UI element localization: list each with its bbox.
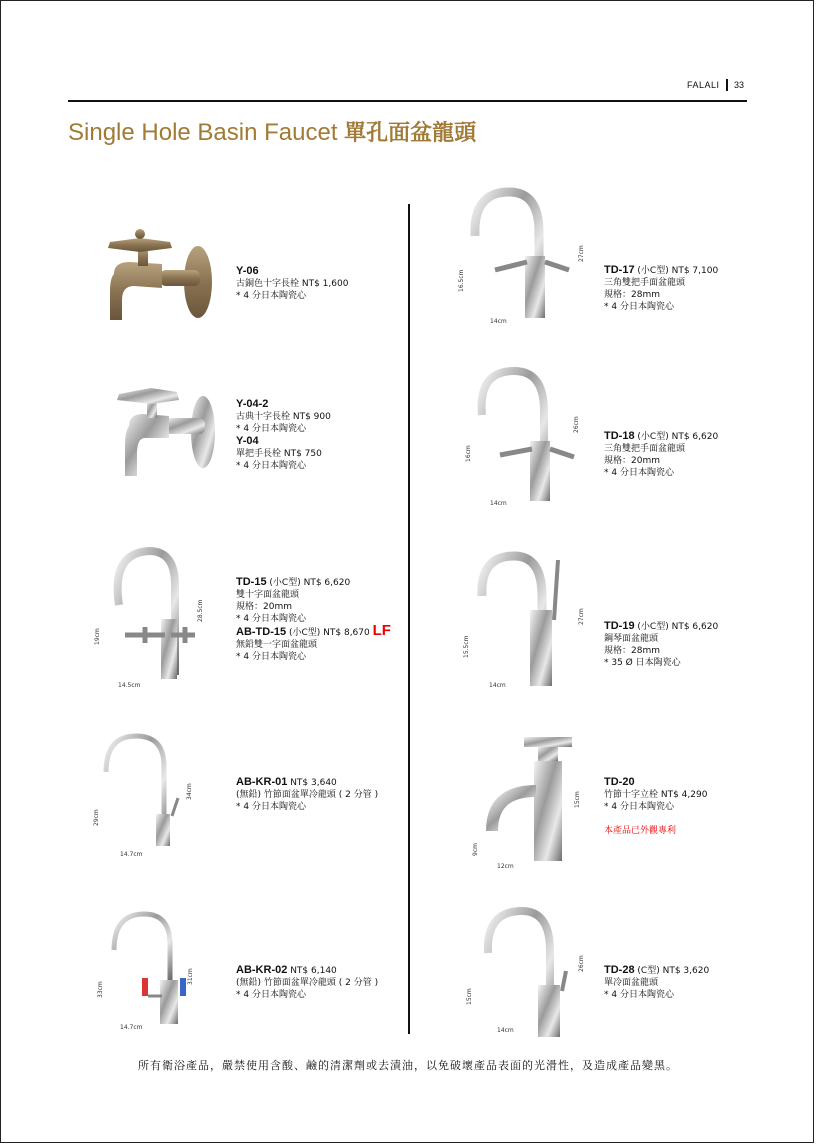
product-spec: * 4 分日本陶瓷心 bbox=[236, 802, 306, 812]
td17-faucet-image bbox=[465, 186, 575, 321]
product-spec: 規格：28mm bbox=[604, 646, 660, 656]
page-title bbox=[68, 116, 476, 147]
model-name: TD-19 bbox=[604, 620, 635, 632]
model-name: Y-04-2 bbox=[236, 398, 269, 410]
td20-faucet-image bbox=[478, 735, 578, 865]
product-desc: 古典十字長栓 NT$ 900 bbox=[236, 412, 331, 422]
product-desc: (無鉛) 竹節面盆單冷龍頭 ( 2 分管 ) bbox=[236, 790, 379, 800]
care-notice: 所有衛浴產品，嚴禁使用含酸、鹼的清潔劑或去漬油，以免破壞產品表面的光滑性，及造成產品變黑。 bbox=[138, 1059, 678, 1072]
product-spec: 規格：28mm bbox=[604, 290, 660, 300]
td19-faucet-image bbox=[470, 550, 570, 690]
product-desc: 無鉛雙一字面盆龍頭 bbox=[236, 640, 318, 650]
product-spec: * 4 分日本陶瓷心 bbox=[604, 468, 674, 478]
product-td19 bbox=[604, 620, 718, 669]
product-spec: * 4 分日本陶瓷心 bbox=[236, 652, 306, 662]
patent-note: 本產品已外觀專利 bbox=[604, 826, 677, 836]
td17-height-dim: 16.5cm bbox=[458, 269, 465, 292]
brand-label: FALALI bbox=[687, 80, 720, 90]
model-name: Y-04 bbox=[236, 435, 259, 447]
model-name: AB-KR-02 bbox=[236, 964, 288, 976]
product-td28 bbox=[604, 964, 709, 1001]
td28-total-dim: 26cm bbox=[578, 955, 585, 972]
product-desc: 單把手長栓 NT$ 750 bbox=[236, 449, 322, 459]
header-rule bbox=[68, 100, 747, 102]
page-number: 33 bbox=[734, 80, 745, 90]
model-price: NT$ 3,640 bbox=[287, 778, 337, 788]
model-price: (小C型) NT$ 6,620 bbox=[634, 432, 719, 442]
td19-width-dim: 14cm bbox=[489, 682, 506, 689]
title-en: Single Hole Basin Faucet bbox=[68, 119, 345, 146]
product-spec: * 4 分日本陶瓷心 bbox=[604, 802, 674, 812]
product-desc: 雙十字面盆龍頭 bbox=[236, 590, 300, 600]
product-desc: 三角雙把手面盆龍頭 bbox=[604, 278, 686, 288]
kr01-total-dim: 34cm bbox=[186, 783, 193, 800]
td18-total-dim: 26cm bbox=[573, 416, 580, 433]
td20-width-dim: 12cm bbox=[497, 863, 514, 870]
model-price: (小C型) NT$ 6,620 bbox=[266, 578, 351, 588]
abkr02-faucet-image bbox=[108, 910, 188, 1025]
product-spec: * 35 Ø 日本陶瓷心 bbox=[604, 658, 681, 668]
td28-height-dim: 15cm bbox=[466, 988, 473, 1005]
product-desc: (無鉛) 竹節面盆單冷龍頭 ( 2 分管 ) bbox=[236, 978, 379, 988]
td20-total-dim: 15cm bbox=[574, 791, 581, 808]
td28-faucet-image bbox=[478, 905, 578, 1040]
column-divider bbox=[408, 204, 410, 1034]
product-td18 bbox=[604, 430, 718, 479]
product-y042 bbox=[236, 398, 331, 472]
td15-total-dim: 28.5cm bbox=[197, 599, 204, 622]
product-abkr01 bbox=[236, 776, 378, 813]
abkr01-faucet-image bbox=[100, 732, 185, 847]
product-td20 bbox=[604, 776, 707, 837]
td15-width-dim: 14.5cm bbox=[118, 682, 141, 689]
model-price: (C型) NT$ 3,620 bbox=[634, 966, 710, 976]
model-price: (小C型) NT$ 7,100 bbox=[634, 266, 719, 276]
model-price: (小C型) NT$ 8,670 bbox=[286, 628, 373, 638]
td17-width-dim: 14cm bbox=[490, 318, 507, 325]
model-name: TD-18 bbox=[604, 430, 635, 442]
product-spec: * 4 分日本陶瓷心 bbox=[236, 291, 306, 301]
header-separator bbox=[726, 79, 728, 91]
product-td15 bbox=[236, 576, 391, 663]
kr02-width-dim: 14.7cm bbox=[120, 1024, 143, 1031]
td18-width-dim: 14cm bbox=[490, 500, 507, 507]
td28-width-dim: 14cm bbox=[497, 1027, 514, 1034]
product-spec: 規格：20mm bbox=[604, 456, 660, 466]
td18-faucet-image bbox=[470, 365, 580, 505]
td19-total-dim: 27cm bbox=[578, 608, 585, 625]
title-zh: 單孔面盆龍頭 bbox=[344, 121, 477, 146]
td20-height-dim: 9cm bbox=[472, 843, 479, 856]
td19-height-dim: 15.5cm bbox=[463, 635, 470, 658]
model-name: AB-TD-15 bbox=[236, 626, 287, 638]
product-y06 bbox=[236, 265, 348, 302]
product-desc: 竹節十字立栓 NT$ 4,290 bbox=[604, 790, 708, 800]
model-price: (小C型) NT$ 6,620 bbox=[634, 622, 719, 632]
model-name: AB-KR-01 bbox=[236, 776, 288, 788]
product-spec: 規格：20mm bbox=[236, 602, 292, 612]
td18-height-dim: 16cm bbox=[465, 445, 472, 462]
kr01-height-dim: 29cm bbox=[93, 809, 100, 826]
kr02-total-dim: 31cm bbox=[187, 968, 194, 985]
td15-faucet-image bbox=[105, 545, 195, 680]
model-name: TD-20 bbox=[604, 776, 635, 788]
model-name: TD-17 bbox=[604, 264, 635, 276]
y042-faucet-image bbox=[115, 382, 220, 482]
product-desc: 三角雙把手面盆龍頭 bbox=[604, 444, 686, 454]
y06-faucet-image bbox=[100, 222, 215, 327]
product-td17 bbox=[604, 264, 718, 313]
model-price: NT$ 6,140 bbox=[287, 966, 337, 976]
product-spec: * 4 分日本陶瓷心 bbox=[236, 614, 306, 624]
lead-free-badge: LF bbox=[372, 622, 391, 639]
product-spec: * 4 分日本陶瓷心 bbox=[236, 990, 306, 1000]
product-desc: 單冷面盆龍頭 bbox=[604, 978, 659, 988]
product-spec: * 4 分日本陶瓷心 bbox=[604, 302, 674, 312]
product-desc: 鋼琴面盆龍頭 bbox=[604, 634, 659, 644]
td17-total-dim: 27cm bbox=[578, 245, 585, 262]
model-name: TD-15 bbox=[236, 576, 267, 588]
model-name: Y-06 bbox=[236, 265, 259, 277]
model-name: TD-28 bbox=[604, 964, 635, 976]
product-spec: * 4 分日本陶瓷心 bbox=[236, 424, 306, 434]
product-spec: * 4 分日本陶瓷心 bbox=[604, 990, 674, 1000]
product-abkr02 bbox=[236, 964, 378, 1001]
kr02-height-dim: 33cm bbox=[97, 981, 104, 998]
product-desc: 古銅色十字長栓 NT$ 1,600 bbox=[236, 279, 349, 289]
td15-height-dim: 19cm bbox=[94, 628, 101, 645]
product-spec: * 4 分日本陶瓷心 bbox=[236, 461, 306, 471]
kr01-width-dim: 14.7cm bbox=[120, 851, 143, 858]
